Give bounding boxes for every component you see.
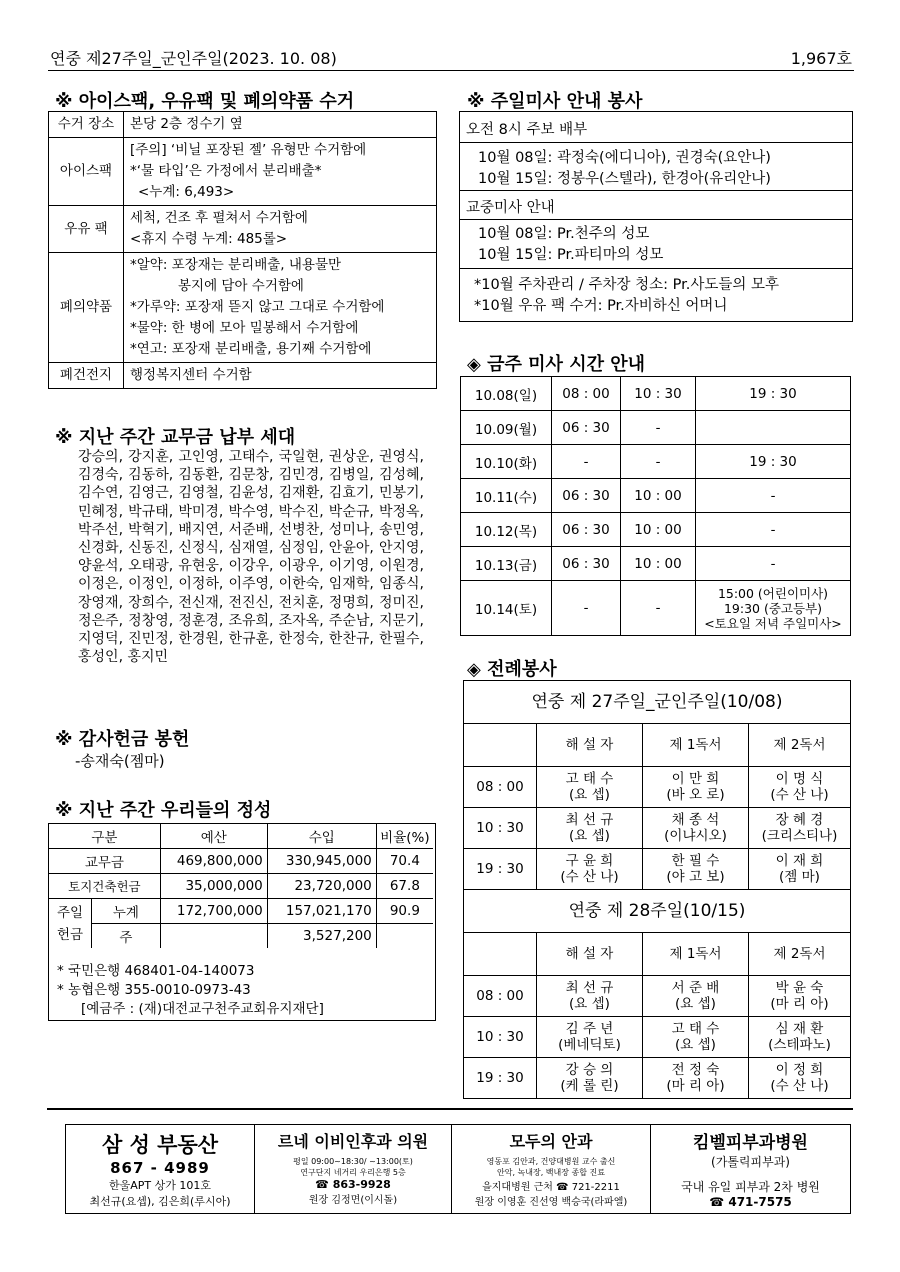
sunday-cumulative-income: 157,021,170 (267, 899, 376, 924)
collection-table (48, 111, 437, 389)
collection-label: 아이스팩 (49, 138, 124, 206)
mass-time: 06 : 30 (552, 513, 621, 547)
finance-ratio: 67.8 (376, 874, 433, 899)
liturgy-minister: 한 필 수 (야 고 보) (643, 849, 749, 890)
ads-box (65, 1124, 851, 1214)
guide-bulletin-heading: 오전 8시 주보 배부 (466, 122, 588, 138)
guide-box (459, 111, 853, 322)
collection-line: *가루약: 포장재 뜯지 않고 그대로 수거함에 (130, 299, 385, 315)
liturgy-minister: 김 주 년 (베네딕토) (537, 1017, 643, 1058)
liturgy-minister: 서 준 배 (요 셉) (643, 976, 749, 1017)
liturgy-header-blank (464, 933, 537, 976)
liturgy-header: 해 설 자 (537, 933, 643, 976)
collection-row (49, 363, 437, 389)
footer-divider (47, 1108, 853, 1110)
collection-row (49, 253, 437, 363)
collection-label: 우유 팩 (49, 206, 124, 253)
collection-line: 행정복지센터 수거함 (130, 367, 252, 383)
collection-row (49, 138, 437, 206)
liturgy-week-title: 연중 제 27주일_군인주일(10/08) (464, 681, 851, 724)
bank-account-2: * 농협은행 355-0010-0973-43 (57, 982, 251, 998)
sunday-cumulative-budget: 172,700,000 (160, 899, 267, 924)
liturgy-header-blank (464, 724, 537, 767)
mass-time: 19 : 30 (696, 377, 851, 411)
mass-time: 08 : 00 (552, 377, 621, 411)
mass-row (461, 581, 851, 636)
sunday-cumulative-ratio: 90.9 (376, 899, 433, 924)
mass-time: 10 : 00 (621, 479, 696, 513)
liturgy-week-title: 연중 제 28주일(10/15) (464, 890, 851, 933)
collection-line: 세척, 건조 후 펼쳐서 수거함에 (130, 210, 308, 226)
liturgy-time: 10 : 30 (464, 1017, 537, 1058)
collection-detail (124, 206, 437, 253)
mass-row (461, 513, 851, 547)
mass-time: - (621, 581, 696, 636)
liturgy-time: 10 : 30 (464, 808, 537, 849)
mass-time: 10 : 30 (621, 377, 696, 411)
mass-row (461, 377, 851, 411)
mass-time: 19 : 30 (696, 445, 851, 479)
mass-day: 10.13(금) (461, 547, 552, 581)
liturgy-row (464, 767, 851, 808)
collection-detail (124, 112, 437, 138)
sunday-week-label: 주 (92, 924, 161, 949)
mass-day: 10.14(토) (461, 581, 552, 636)
mass-day: 10.12(목) (461, 513, 552, 547)
collection-line: *연고: 포장재 분리배출, 용기째 수거함에 (130, 341, 372, 357)
collection-title: ※ 아이스팩, 우유팩 및 폐의약품 수거 (55, 91, 355, 112)
sunday-week-ratio (376, 924, 433, 949)
ad-address: 연구단지 네거리 우리은행 5층 (300, 1168, 406, 1177)
liturgy-header: 제 1독서 (643, 933, 749, 976)
finance-ratio: 70.4 (376, 849, 433, 874)
thanks-title: ※ 감사헌금 봉헌 (55, 729, 190, 750)
mass-time: - (696, 547, 851, 581)
mass-time: - (621, 411, 696, 445)
ad-owner: 최선규(요셉), 김은희(루시아) (89, 1195, 231, 1208)
sunday-cumulative-label: 누계 (92, 899, 161, 924)
ad-real-estate (66, 1125, 255, 1213)
finance-header-ratio: 비율(%) (376, 824, 433, 849)
mass-row (461, 411, 851, 445)
mass-guide-group: 10월 08일: Pr.천주의 성모 (478, 226, 650, 242)
collection-detail (124, 363, 437, 389)
liturgy-row (464, 849, 851, 890)
liturgy-minister: 이 명 식 (수 산 나) (749, 767, 851, 808)
liturgy-minister: 심 재 환 (스테파노) (749, 1017, 851, 1058)
liturgy-minister: 고 태 수 (요 셉) (643, 1017, 749, 1058)
collection-line: [주의] ‘비닐 포장된 젤’ 유형만 수거함에 (130, 142, 367, 158)
collection-detail (124, 138, 437, 206)
ad-owner: 원장 이영훈 진선영 백승국(라파엘) (474, 1197, 628, 1208)
collection-row (49, 206, 437, 253)
ad-desc: 영동포 김안과, 건양대병원 교수 출신 (486, 1157, 616, 1166)
milk-pack-duty: *10월 우유 팩 수거: Pr.자비하신 어머니 (474, 298, 728, 314)
bulletin-volunteer: 10월 15일: 정봉우(스텔라), 한경아(유리안나) (478, 171, 771, 187)
ad-phone: ☎ 863-9928 (315, 1178, 391, 1191)
ad-phone: 을지대병원 근처 ☎ 721-2211 (482, 1182, 620, 1193)
liturgy-table (463, 680, 851, 1099)
collection-label: 폐건전지 (49, 363, 124, 389)
bulletin-volunteer: 10월 08일: 곽정숙(에디니아), 권경숙(요안나) (478, 150, 771, 166)
liturgy-minister: 채 종 석 (이냐시오) (643, 808, 749, 849)
liturgy-time: 19 : 30 (464, 849, 537, 890)
ad-title: 르네 이비인후과 의원 (277, 1132, 429, 1151)
ad-ent-clinic (255, 1125, 452, 1213)
mass-time: - (621, 445, 696, 479)
mass-day: 10.09(월) (461, 411, 552, 445)
guide-mass-heading: 교중미사 안내 (466, 200, 555, 216)
donor-list: 강승의, 강지훈, 고인영, 고태수, 국일현, 권상운, 권영식, 김경숙, 김동하, 김동환, 김문창, 김민경, 김병일, 김성혜, 김수연, 김영근, 김영철, 김윤성, 김재환, 김효기, 민봉기, 민혜정, 박규태, 박미경, 박수영, 박수진, 박순규, 박정옥, 박주선, 박혁기, 배지연, 서준배, 선병찬, 성미나, 송민영, 신경화, 신동진, 신정식, 심재열, 심정임, 안윤아, 안지영, 양윤석, 오태광, 유현웅, 이강우, 이광우, 이기영, 이원경, 이정은, 이정인, 이정하, 이주영, 이한숙, 임재학, 임종식, 장영재, 장희수, 전신재, 전진신, 전치훈, 정명희, 정미진, 정은주, 정창영, 정훈경, 조유희, 조자옥, 주순남, 지문기, 지영덕, 진민정, 한경원, 한규훈, 한정숙, 한찬규, 한필수, 홍성인, 홍지민 (78, 449, 424, 666)
mass-row (461, 445, 851, 479)
collection-label: 폐의약품 (49, 253, 124, 363)
mass-time: - (696, 513, 851, 547)
collection-line: *알약: 포장재는 분리배출, 내용물만 (130, 257, 342, 273)
ad-subtitle: (가톨릭피부과) (711, 1155, 790, 1169)
ad-title: 삼 성 부동산 (101, 1133, 219, 1157)
liturgy-header: 제 1독서 (643, 724, 749, 767)
liturgy-header: 제 2독서 (749, 724, 851, 767)
collection-line: *‘물 타입’은 가정에서 분리배출* (130, 163, 322, 179)
mass-day: 10.08(일) (461, 377, 552, 411)
ad-phone: 867 - 4989 (110, 1159, 210, 1177)
liturgy-minister: 이 재 희 (젬 마) (749, 849, 851, 890)
liturgy-minister: 이 만 희 (바 오 로) (643, 767, 749, 808)
mass-time: - (552, 445, 621, 479)
mass-time: - (696, 479, 851, 513)
liturgy-minister: 최 선 규 (요 셉) (537, 808, 643, 849)
finance-income: 330,945,000 (267, 849, 376, 874)
liturgy-schedule (463, 680, 851, 1099)
liturgy-minister: 박 윤 숙 (마 리 아) (749, 976, 851, 1017)
liturgy-row (464, 1058, 851, 1099)
finance-box (48, 823, 436, 1021)
liturgy-minister: 고 태 수 (요 셉) (537, 767, 643, 808)
liturgy-minister: 강 승 의 (케 롤 린) (537, 1058, 643, 1099)
liturgy-minister: 장 혜 경 (크리스티나) (749, 808, 851, 849)
finance-budget: 35,000,000 (160, 874, 267, 899)
finance-table (49, 824, 433, 948)
ad-dermatology (651, 1125, 850, 1213)
mass-day: 10.11(수) (461, 479, 552, 513)
liturgy-minister: 구 윤 희 (수 산 나) (537, 849, 643, 890)
finance-label: 토지건축헌금 (49, 874, 160, 899)
liturgy-minister: 이 정 희 (수 산 나) (749, 1058, 851, 1099)
page-header (48, 42, 854, 71)
liturgy-time: 19 : 30 (464, 1058, 537, 1099)
sunday-week-budget (160, 924, 267, 949)
finance-header-budget: 예산 (160, 824, 267, 849)
finance-income: 23,720,000 (267, 874, 376, 899)
liturgy-minister: 전 정 숙 (마 리 아) (643, 1058, 749, 1099)
ad-desc: 국내 유일 피부과 2차 병원 (681, 1180, 820, 1194)
mass-time: - (552, 581, 621, 636)
mass-time: 15:00 (어린이미사) 19:30 (중고등부) <토요일 저녁 주일미사> (696, 581, 851, 636)
collection-line: 봉지에 담아 수거함에 (178, 278, 304, 294)
parking-duty: *10월 주차관리 / 주차장 청소: Pr.사도들의 모후 (474, 277, 779, 293)
mass-times-table (460, 376, 851, 636)
liturgy-header: 해 설 자 (537, 724, 643, 767)
guide-title: ※ 주일미사 안내 봉사 (467, 91, 643, 112)
collection-line: <휴지 수령 누계: 485롤> (130, 231, 288, 247)
account-holder: [예금주 : (재)대전교구천주교회유지재단] (81, 1001, 324, 1017)
mass-guide-group: 10월 15일: Pr.파티마의 성모 (478, 247, 664, 263)
ad-title: 킴벨피부과병원 (693, 1133, 808, 1153)
mass-time: 10 : 00 (621, 513, 696, 547)
sunday-offering-label: 주일 헌금 (49, 899, 92, 949)
finance-budget: 469,800,000 (160, 849, 267, 874)
issue-date: 연중 제27주일_군인주일(2023. 10. 08) (50, 49, 337, 68)
liturgy-time: 08 : 00 (464, 976, 537, 1017)
mass-times-title: ◈ 금주 미사 시간 안내 (467, 354, 646, 375)
mass-row (461, 479, 851, 513)
issue-number: 1,967호 (790, 49, 852, 68)
liturgy-row (464, 1017, 851, 1058)
finance-header-income: 수입 (267, 824, 376, 849)
finance-header-category: 구분 (49, 824, 160, 849)
liturgy-row (464, 808, 851, 849)
thanks-donor: -송재숙(젬마) (75, 752, 165, 770)
collection-line: *물약: 한 병에 모아 밀봉해서 수거함에 (130, 320, 359, 336)
collection-label: 수거 장소 (49, 112, 124, 138)
liturgy-minister: 최 선 규 (요 셉) (537, 976, 643, 1017)
mass-row (461, 547, 851, 581)
ad-eye-clinic (452, 1125, 651, 1213)
liturgy-title: ◈ 전례봉사 (467, 659, 557, 680)
ad-phone: ☎ 471-7575 (709, 1195, 792, 1209)
ad-address: 한울APT 상가 101호 (109, 1179, 211, 1192)
sunday-week-income: 3,527,200 (267, 924, 376, 949)
collection-row (49, 112, 437, 138)
mass-time (696, 411, 851, 445)
mass-time: 06 : 30 (552, 479, 621, 513)
mass-day: 10.10(화) (461, 445, 552, 479)
donors-title: ※ 지난 주간 교무금 납부 세대 (55, 427, 296, 448)
finance-title: ※ 지난 주간 우리들의 정성 (55, 800, 272, 821)
liturgy-row (464, 976, 851, 1017)
collection-detail (124, 253, 437, 363)
ad-title: 모두의 안과 (509, 1132, 593, 1151)
collection-line: 본당 2층 정수기 옆 (130, 116, 243, 132)
mass-time: 06 : 30 (552, 411, 621, 445)
mass-time: 06 : 30 (552, 547, 621, 581)
ad-hours: 평일 09:00~18:30/ ~13:00(토) (293, 1157, 413, 1166)
liturgy-header: 제 2독서 (749, 933, 851, 976)
mass-time: 10 : 00 (621, 547, 696, 581)
bank-account-1: * 국민은행 468401-04-140073 (57, 963, 255, 979)
liturgy-time: 08 : 00 (464, 767, 537, 808)
collection-line: <누계: 6,493> (138, 184, 235, 200)
finance-label: 교무금 (49, 849, 160, 874)
ad-owner: 원장 김정면(이시돌) (308, 1195, 398, 1206)
ad-desc: 안악, 녹내장, 백내장 종합 진료 (497, 1168, 605, 1177)
